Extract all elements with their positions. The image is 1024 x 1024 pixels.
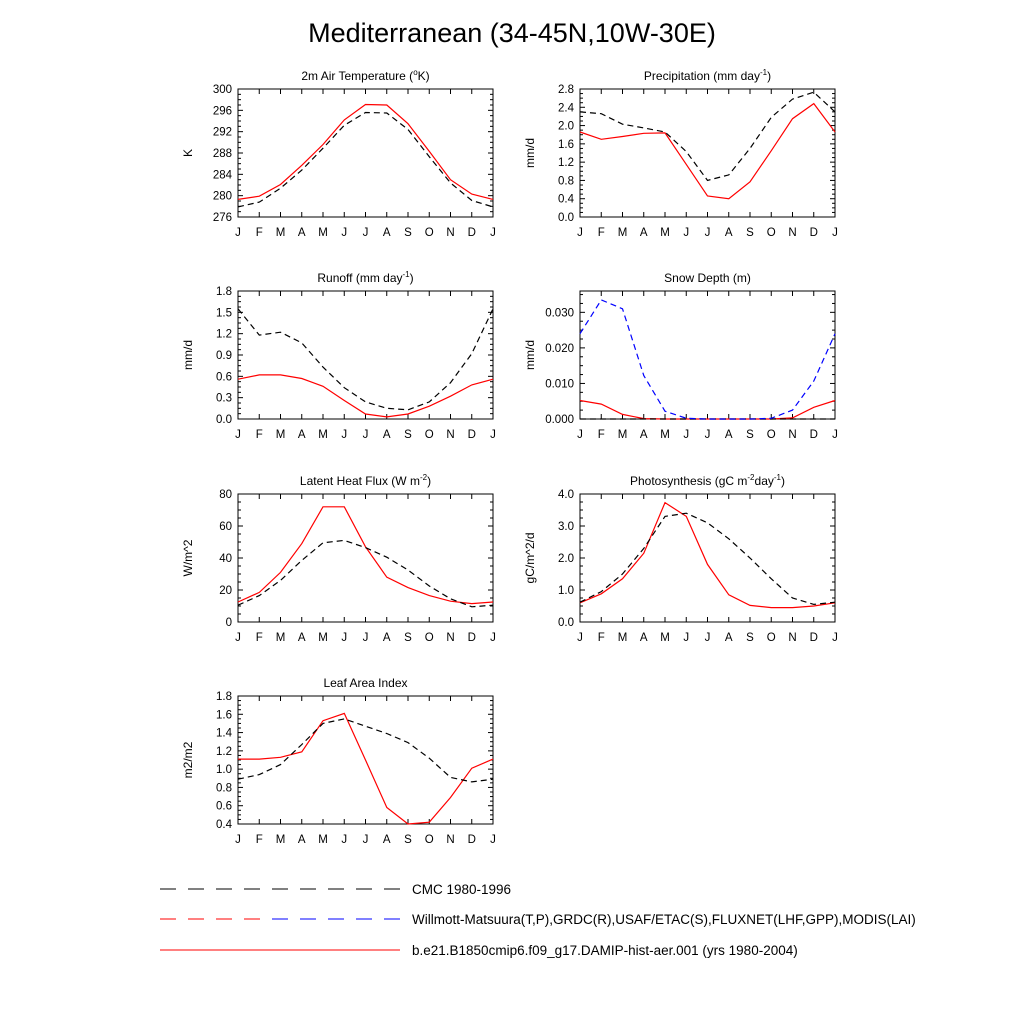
y-tick-label: 0.3 (216, 392, 232, 405)
x-tick-label: J (704, 429, 711, 441)
y-tick-label: 0.010 (545, 378, 574, 391)
x-tick-label: F (255, 834, 263, 846)
x-tick-label: M (318, 632, 328, 644)
y-tick-label: 1.8 (216, 691, 232, 703)
x-tick-label: A (639, 632, 648, 644)
chart-panel (523, 473, 838, 644)
x-tick-label: J (490, 632, 496, 644)
y-tick-label: 2.0 (558, 553, 574, 565)
series-line (238, 507, 493, 604)
y-tick-label: 1.2 (216, 745, 232, 758)
x-tick-label: D (809, 632, 818, 644)
series-line (580, 503, 835, 608)
y-tick-label: 0 (225, 617, 232, 629)
y-axis-label: mm/d (523, 138, 537, 168)
x-tick-label: J (490, 227, 496, 239)
chart-title: Precipitation (mm day$^{-1}$) (643, 68, 772, 83)
x-tick-label: J (704, 227, 711, 239)
y-axis-label: mm/d (523, 340, 537, 370)
legend-label: b.e21.B1850cmip6.f09_g17.DAMIP-hist-aer.001 (yrs 1980-2004) (412, 943, 798, 958)
x-tick-label: M (660, 632, 670, 644)
x-tick-label: A (639, 429, 648, 441)
y-tick-label: 2.4 (558, 102, 574, 115)
chart-panel (181, 676, 496, 846)
x-tick-label: J (362, 834, 369, 846)
legend-label: CMC 1980-1996 (412, 882, 512, 897)
y-tick-label: 292 (212, 126, 232, 139)
x-tick-label: F (255, 632, 263, 644)
x-tick-label: O (424, 227, 434, 239)
y-tick-label: 1.0 (558, 585, 574, 597)
x-tick-label: J (490, 834, 496, 846)
chart-title: Latent Heat Flux (W $m^{-2}$) (299, 473, 432, 488)
x-tick-label: O (766, 632, 776, 644)
y-tick-label: 276 (212, 212, 232, 224)
x-tick-label: M (275, 632, 286, 644)
chart-panel (523, 271, 838, 441)
series-line (238, 540, 493, 606)
x-tick-label: A (382, 429, 391, 441)
y-tick-label: 1.6 (216, 709, 232, 722)
x-tick-label: D (467, 227, 476, 239)
series-line (580, 513, 835, 604)
y-tick-label: 0.6 (216, 371, 232, 384)
x-tick-label: O (766, 227, 776, 239)
x-tick-label: J (704, 632, 711, 644)
plot-frame (580, 494, 835, 622)
series-line (580, 92, 835, 180)
plot-frame (238, 291, 493, 419)
y-tick-label: 284 (212, 169, 232, 182)
y-tick-label: 0.9 (216, 350, 232, 362)
y-tick-label: 40 (219, 553, 232, 565)
x-tick-label: J (362, 632, 369, 644)
y-tick-label: 0.000 (545, 414, 574, 426)
series-line (238, 113, 493, 207)
x-tick-label: O (766, 429, 776, 441)
plot-frame (238, 494, 493, 622)
x-tick-label: N (446, 227, 455, 239)
x-tick-label: S (404, 834, 412, 846)
legend (160, 882, 916, 958)
chart-panel (181, 270, 496, 441)
x-tick-label: J (683, 227, 690, 239)
chart-panel (181, 68, 496, 239)
x-tick-label: O (424, 834, 434, 846)
y-tick-label: 1.2 (216, 328, 232, 341)
y-axis-label: W/m^2 (181, 539, 195, 577)
x-tick-label: D (809, 429, 818, 441)
x-tick-label: J (235, 632, 241, 644)
x-tick-label: J (577, 632, 583, 644)
y-tick-label: 0.6 (216, 800, 232, 813)
chart-title: 2m Air Temperature ($^o$K) (301, 68, 430, 83)
y-tick-label: 0.0 (216, 414, 232, 426)
y-tick-label: 300 (212, 84, 232, 96)
x-tick-label: J (577, 429, 583, 441)
y-tick-label: 1.0 (216, 764, 232, 777)
chart-title: Runoff (mm day$^{-1}$) (317, 270, 414, 285)
series-line (238, 375, 493, 417)
x-tick-label: S (746, 632, 754, 644)
series-line (580, 104, 835, 199)
x-tick-label: J (683, 429, 690, 441)
x-tick-label: A (297, 632, 306, 644)
x-tick-label: J (341, 834, 348, 846)
x-tick-label: O (424, 632, 434, 644)
x-tick-label: N (788, 429, 797, 441)
y-tick-label: 1.4 (216, 727, 232, 740)
x-tick-label: M (660, 227, 670, 239)
x-tick-label: D (467, 834, 476, 846)
chart-title: Snow Depth (m) (664, 271, 751, 285)
x-tick-label: J (341, 429, 348, 441)
x-tick-label: M (275, 834, 286, 846)
y-tick-label: 4.0 (558, 489, 574, 501)
x-tick-label: S (746, 227, 754, 239)
x-tick-label: J (832, 632, 838, 644)
x-tick-label: M (275, 227, 286, 239)
y-tick-label: 0.030 (545, 307, 574, 320)
y-tick-label: 280 (212, 190, 232, 203)
x-tick-label: N (788, 632, 797, 644)
y-tick-label: 0.4 (558, 193, 574, 206)
legend-label: Willmott-Matsuura(T,P),GRDC(R),USAF/ETAC(S),FLUXNET(LHF,GPP),MODIS(LAI) (412, 912, 916, 927)
x-tick-label: A (724, 227, 733, 239)
x-tick-label: A (382, 632, 391, 644)
y-tick-label: 288 (212, 148, 232, 160)
y-tick-label: 3.0 (558, 521, 574, 533)
x-tick-label: M (617, 632, 628, 644)
x-tick-label: J (235, 227, 241, 239)
x-tick-label: D (809, 227, 818, 239)
x-tick-label: M (318, 227, 328, 239)
x-tick-label: F (255, 227, 263, 239)
x-tick-label: A (639, 227, 648, 239)
x-tick-label: M (617, 227, 628, 239)
plot-frame (580, 89, 835, 217)
y-axis-label: K (181, 148, 195, 158)
x-tick-label: J (341, 227, 348, 239)
x-tick-label: S (404, 227, 412, 239)
series-line (580, 300, 835, 419)
y-tick-label: 60 (219, 521, 232, 533)
x-tick-label: A (382, 834, 391, 846)
figure-title: Mediterranean (34-45N,10W-30E) (308, 18, 716, 48)
x-tick-label: A (297, 834, 306, 846)
chart-panel (181, 473, 496, 644)
y-axis-label: gC/m^2/d (523, 532, 537, 584)
x-tick-label: J (832, 227, 838, 239)
x-tick-label: S (404, 429, 412, 441)
x-tick-label: F (597, 632, 605, 644)
y-axis-label: mm/d (181, 340, 195, 370)
x-tick-label: J (683, 632, 690, 644)
x-tick-label: N (446, 429, 455, 441)
x-tick-label: A (297, 429, 306, 441)
y-tick-label: 1.5 (216, 307, 232, 320)
y-tick-label: 296 (212, 105, 232, 118)
y-tick-label: 2.8 (558, 84, 574, 96)
x-tick-label: D (467, 632, 476, 644)
chart-title: Photosynthesis (gC $m^{-2}day^{-1}$) (630, 473, 785, 488)
y-tick-label: 0.0 (558, 617, 574, 629)
y-tick-label: 0.4 (216, 819, 232, 831)
y-tick-label: 1.2 (558, 157, 574, 170)
x-tick-label: A (724, 429, 733, 441)
x-tick-label: O (424, 429, 434, 441)
x-tick-label: M (275, 429, 286, 441)
series-line (238, 105, 493, 200)
chart-title: Leaf Area Index (323, 676, 408, 690)
x-tick-label: M (660, 429, 670, 441)
series-line (238, 713, 493, 824)
x-tick-label: J (235, 834, 241, 846)
x-tick-label: J (341, 632, 348, 644)
x-tick-label: A (724, 632, 733, 644)
y-tick-label: 0.020 (545, 342, 574, 355)
x-tick-label: N (788, 227, 797, 239)
x-tick-label: J (490, 429, 496, 441)
plot-frame (238, 89, 493, 217)
x-tick-label: M (617, 429, 628, 441)
x-tick-label: N (446, 632, 455, 644)
x-tick-label: S (404, 632, 412, 644)
x-tick-label: F (255, 429, 263, 441)
y-tick-label: 0.8 (558, 175, 574, 188)
chart-panel (523, 68, 838, 239)
x-tick-label: S (746, 429, 754, 441)
series-line (238, 309, 493, 410)
x-tick-label: F (597, 429, 605, 441)
x-tick-label: J (235, 429, 241, 441)
x-tick-label: N (446, 834, 455, 846)
x-tick-label: M (318, 429, 328, 441)
plot-frame (580, 291, 835, 419)
y-tick-label: 80 (219, 489, 232, 501)
x-tick-label: J (577, 227, 583, 239)
y-tick-label: 0.8 (216, 782, 232, 795)
x-tick-label: A (382, 227, 391, 239)
y-tick-label: 1.8 (216, 286, 232, 298)
x-tick-label: J (362, 227, 369, 239)
series-line (238, 719, 493, 782)
y-axis-label: m2/m2 (181, 741, 195, 779)
y-tick-label: 1.6 (558, 138, 574, 151)
x-tick-label: J (362, 429, 369, 441)
x-tick-label: F (597, 227, 605, 239)
x-tick-label: M (318, 834, 328, 846)
y-tick-label: 2.0 (558, 120, 574, 133)
x-tick-label: D (467, 429, 476, 441)
y-tick-label: 0.0 (558, 212, 574, 224)
x-tick-label: J (832, 429, 838, 441)
x-tick-label: A (297, 227, 306, 239)
y-tick-label: 20 (219, 585, 232, 597)
